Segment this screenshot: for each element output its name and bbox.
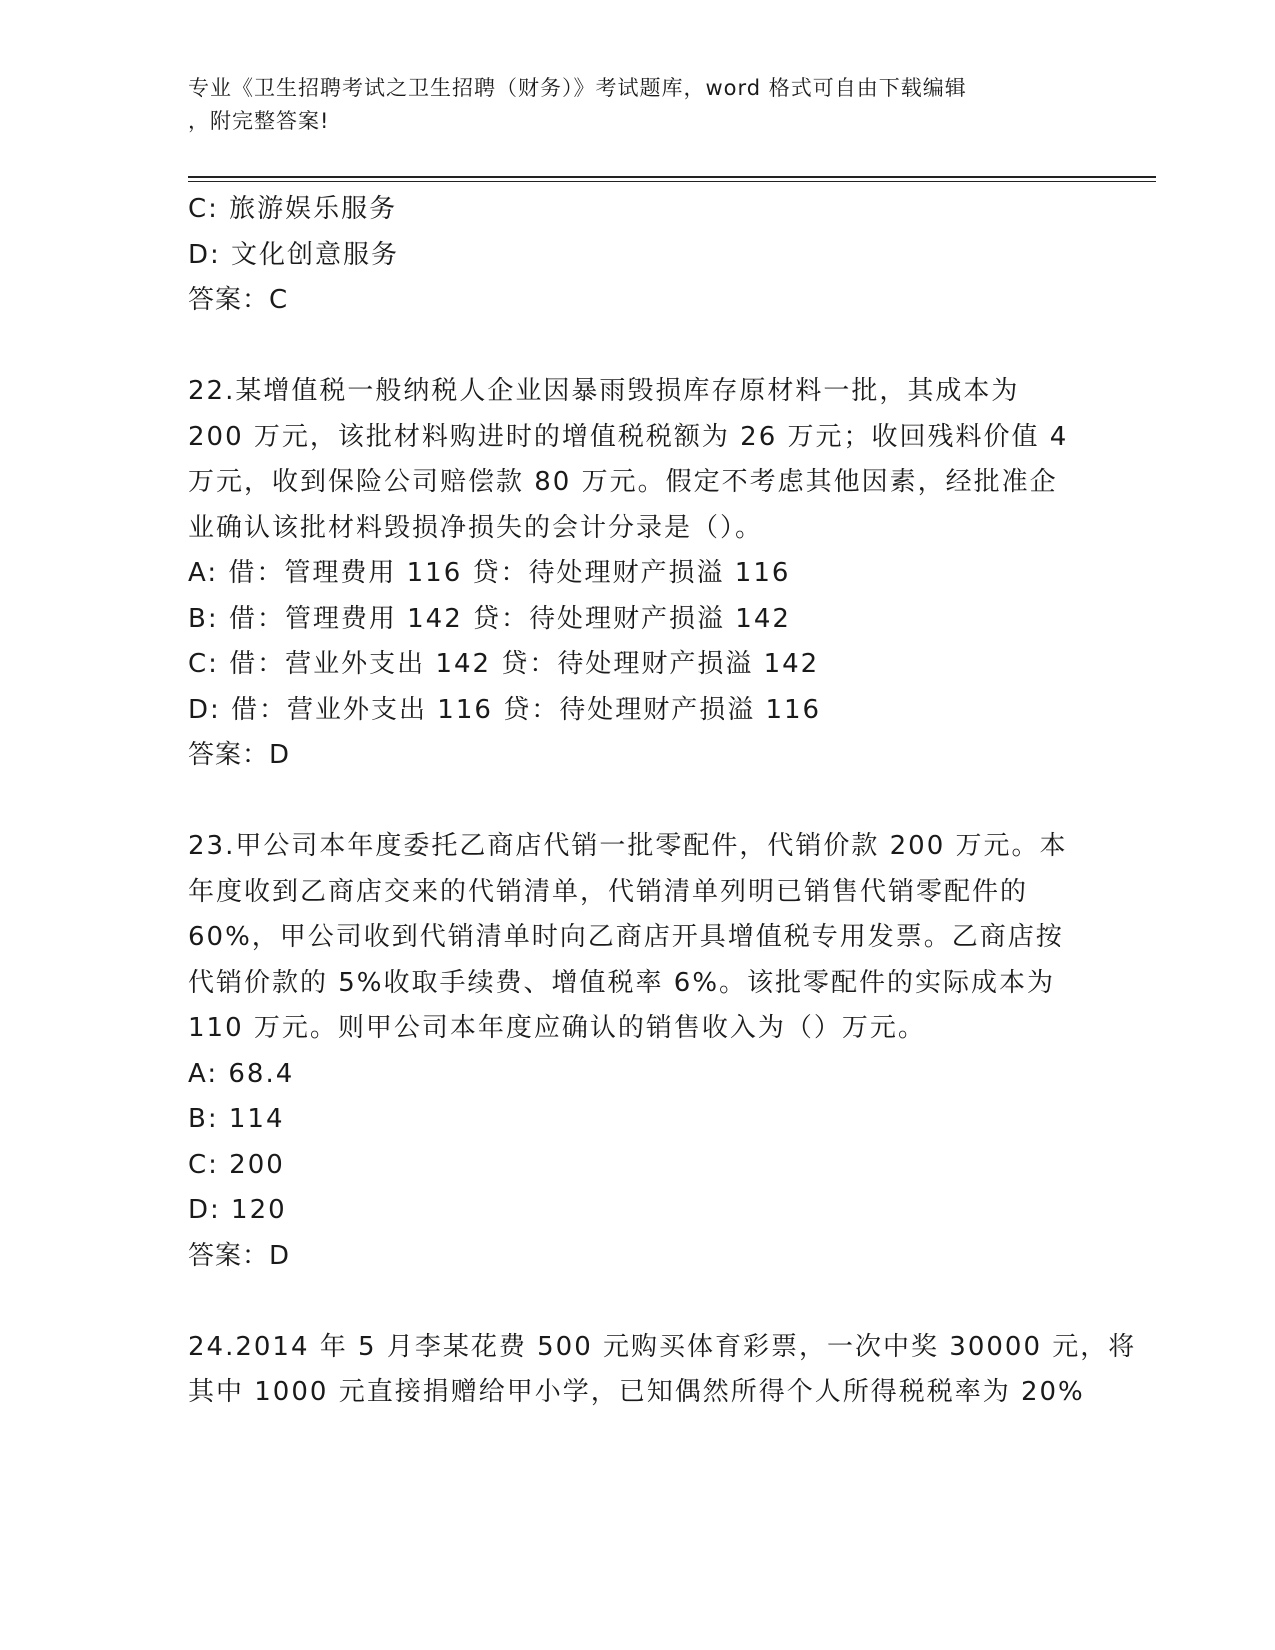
question-text-line: 年度收到乙商店交来的代销清单，代销清单列明已销售代销零配件的 bbox=[188, 876, 1029, 907]
option-d: D: 120 bbox=[188, 1195, 287, 1225]
option-b: B: 114 bbox=[188, 1104, 285, 1134]
header-line-2: ，附完整答案! bbox=[188, 109, 330, 133]
question-text-line: 23.甲公司本年度委托乙商店代销一批零配件，代销价款 200 万元。本 bbox=[188, 831, 1068, 861]
page-header bbox=[188, 72, 1088, 138]
question-23 bbox=[188, 824, 1088, 1279]
option-b: B: 借：管理费用 142 贷：待处理财产损溢 142 bbox=[188, 603, 791, 634]
question-text-line: 200 万元，该批材料购进时的增值税税额为 26 万元；收回残料价值 4 bbox=[188, 421, 1069, 452]
header-line-1: 专业《卫生招聘考试之卫生招聘（财务）》考试题库，word 格式可自由下载编辑 bbox=[188, 76, 967, 100]
answer-line: 答案：D bbox=[188, 1240, 291, 1271]
question-24 bbox=[188, 1325, 1137, 1416]
question-text-line: 110 万元。则甲公司本年度应确认的销售收入为（）万元。 bbox=[188, 1013, 926, 1043]
question-content bbox=[188, 187, 1137, 1416]
answer-line: 答案：D bbox=[188, 740, 291, 770]
option-c: C: 借：营业外支出 142 贷：待处理财产损溢 142 bbox=[188, 649, 820, 679]
question-22 bbox=[188, 369, 1088, 779]
answer-line: 答案：C bbox=[188, 285, 289, 315]
question-text-line: 60%，甲公司收到代销清单时向乙商店开具增值税专用发票。乙商店按 bbox=[188, 922, 1064, 952]
spacer bbox=[188, 324, 1088, 370]
option-c: C: 旅游娱乐服务 bbox=[188, 194, 398, 224]
option-a: A: 借：管理费用 116 贷：待处理财产损溢 116 bbox=[188, 558, 791, 588]
option-a: A: 68.4 bbox=[188, 1058, 295, 1089]
question-text-line: 24.2014 年 5 月李某花费 500 元购买体育彩票，一次中奖 30000 元，将 bbox=[188, 1331, 1137, 1362]
option-d: D: 借：营业外支出 116 贷：待处理财产损溢 116 bbox=[188, 694, 822, 725]
previous-question-tail bbox=[188, 187, 1088, 324]
question-text-line: 22.某增值税一般纳税人企业因暴雨毁损库存原材料一批，其成本为 bbox=[188, 376, 1020, 406]
question-text-line: 代销价款的 5%收取手续费、增值税率 6%。该批零配件的实际成本为 bbox=[188, 967, 1056, 998]
question-text-line: 业确认该批材料毁损净损失的会计分录是（）。 bbox=[188, 512, 764, 543]
question-text-line: 其中 1000 元直接捐赠给甲小学，已知偶然所得个人所得税税率为 20% bbox=[188, 1377, 1085, 1407]
header-divider-thin bbox=[188, 181, 1156, 182]
option-c: C: 200 bbox=[188, 1149, 285, 1180]
spacer bbox=[188, 779, 1088, 825]
header-divider bbox=[188, 176, 1156, 178]
spacer bbox=[188, 1279, 1088, 1325]
option-d: D: 文化创意服务 bbox=[188, 239, 400, 270]
question-text-line: 万元，收到保险公司赔偿款 80 万元。假定不考虑其他因素，经批准企 bbox=[188, 467, 1058, 497]
